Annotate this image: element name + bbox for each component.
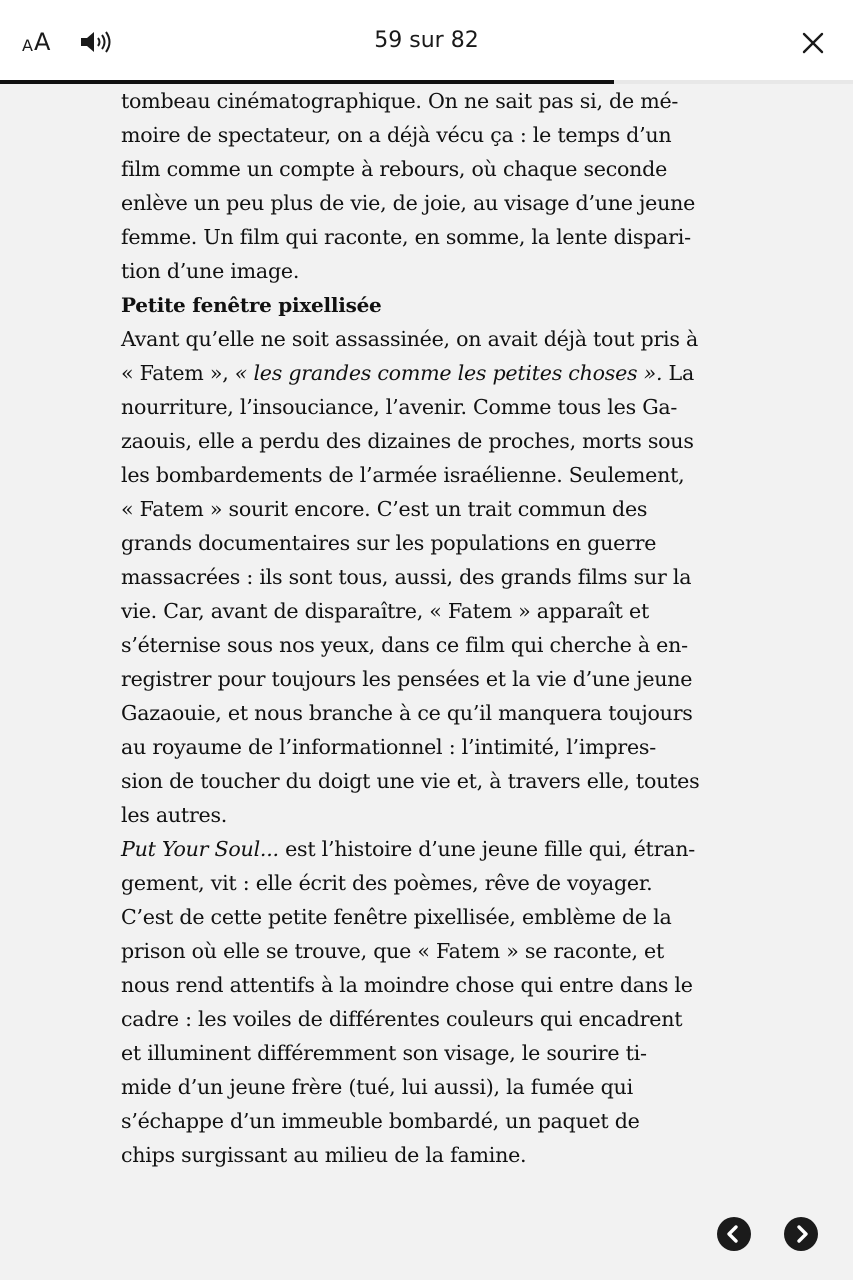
film-title-italic: Put Your Soul... — [121, 837, 279, 861]
text-line: tion d’une image. — [121, 259, 300, 283]
text-run: est l’histoire d’une jeune fille qui, étran- — [278, 837, 695, 861]
text-line: nous rend attentifs à la moindre chose qui entre dans le — [121, 973, 693, 997]
text-line: zaouis, elle a perdu des dizaines de proches, morts sous — [121, 429, 694, 453]
text-line — [121, 832, 731, 866]
text-line: moire de spectateur, on a déjà vécu ça : le temps d’un — [121, 123, 672, 147]
paragraph — [121, 84, 731, 288]
text-line: cadre : les voiles de différentes couleurs qui encadrent — [121, 1007, 683, 1031]
text-line: Avant qu’elle ne soit assassinée, on avait déjà tout pris à — [121, 327, 699, 351]
section-heading: Petite fenêtre pixellisée — [121, 293, 382, 317]
text-line: les autres. — [121, 803, 228, 827]
text-line: chips surgissant au milieu de la famine. — [121, 1143, 527, 1167]
paragraph — [121, 832, 731, 1172]
text-line: film comme un compte à rebours, où chaque seconde — [121, 157, 668, 181]
text-line: tombeau cinématographique. On ne sait pas si, de mé- — [121, 89, 679, 113]
text-line: C’est de cette petite fenêtre pixellisée, emblème de la — [121, 905, 672, 929]
text-line: les bombardements de l’armée israélienne. Seulement, — [121, 463, 685, 487]
page-indicator: 59 sur 82 — [374, 28, 479, 53]
text-line: grands documentaires sur les populations en guerre — [121, 531, 657, 555]
quote-italic: « les grandes comme les petites choses ». — [234, 361, 663, 385]
next-page-button[interactable] — [784, 1217, 818, 1251]
text-line: s’échappe d’un immeuble bombardé, un paquet de — [121, 1109, 640, 1133]
previous-page-button[interactable] — [717, 1217, 751, 1251]
text-line: « Fatem » sourit encore. C’est un trait commun des — [121, 497, 648, 521]
text-line: et illuminent différemment son visage, le sourire ti- — [121, 1041, 647, 1065]
article-body — [121, 84, 731, 1172]
text-line: vie. Car, avant de disparaître, « Fatem » apparaît et — [121, 599, 649, 623]
text-line: sion de toucher du doigt une vie et, à travers elle, toutes — [121, 769, 700, 793]
text-line: femme. Un film qui raconte, en somme, la lente dispari- — [121, 225, 691, 249]
text-line: s’éternise sous nos yeux, dans ce film qui cherche à en- — [121, 633, 688, 657]
text-line: prison où elle se trouve, que « Fatem » se raconte, et — [121, 939, 665, 963]
text-line: Gazaouie, et nous branche à ce qu’il manquera toujours — [121, 701, 693, 725]
font-size-small-glyph: A — [22, 36, 33, 55]
text-run: « Fatem », — [121, 361, 235, 385]
text-line: enlève un peu plus de vie, de joie, au visage d’une jeune — [121, 191, 696, 215]
text-line: mide d’un jeune frère (tué, lui aussi), la fumée qui — [121, 1075, 633, 1099]
text-line — [121, 356, 731, 390]
text-line: massacrées : ils sont tous, aussi, des grands films sur la — [121, 565, 692, 589]
paragraph — [121, 322, 731, 832]
text-line: gement, vit : elle écrit des poèmes, rêve de voyager. — [121, 871, 653, 895]
chevron-left-icon — [717, 1217, 751, 1251]
close-icon[interactable] — [800, 30, 826, 56]
text-line: au royaume de l’informationnel : l’intimité, l’impres- — [121, 735, 656, 759]
text-line: nourriture, l’insouciance, l’avenir. Comme tous les Ga- — [121, 395, 678, 419]
text-line: registrer pour toujours les pensées et la vie d’une jeune — [121, 667, 693, 691]
chevron-right-icon — [784, 1217, 818, 1251]
font-size-large-glyph: A — [34, 28, 51, 56]
reader-toolbar — [0, 0, 853, 80]
text-run: La — [662, 361, 695, 385]
